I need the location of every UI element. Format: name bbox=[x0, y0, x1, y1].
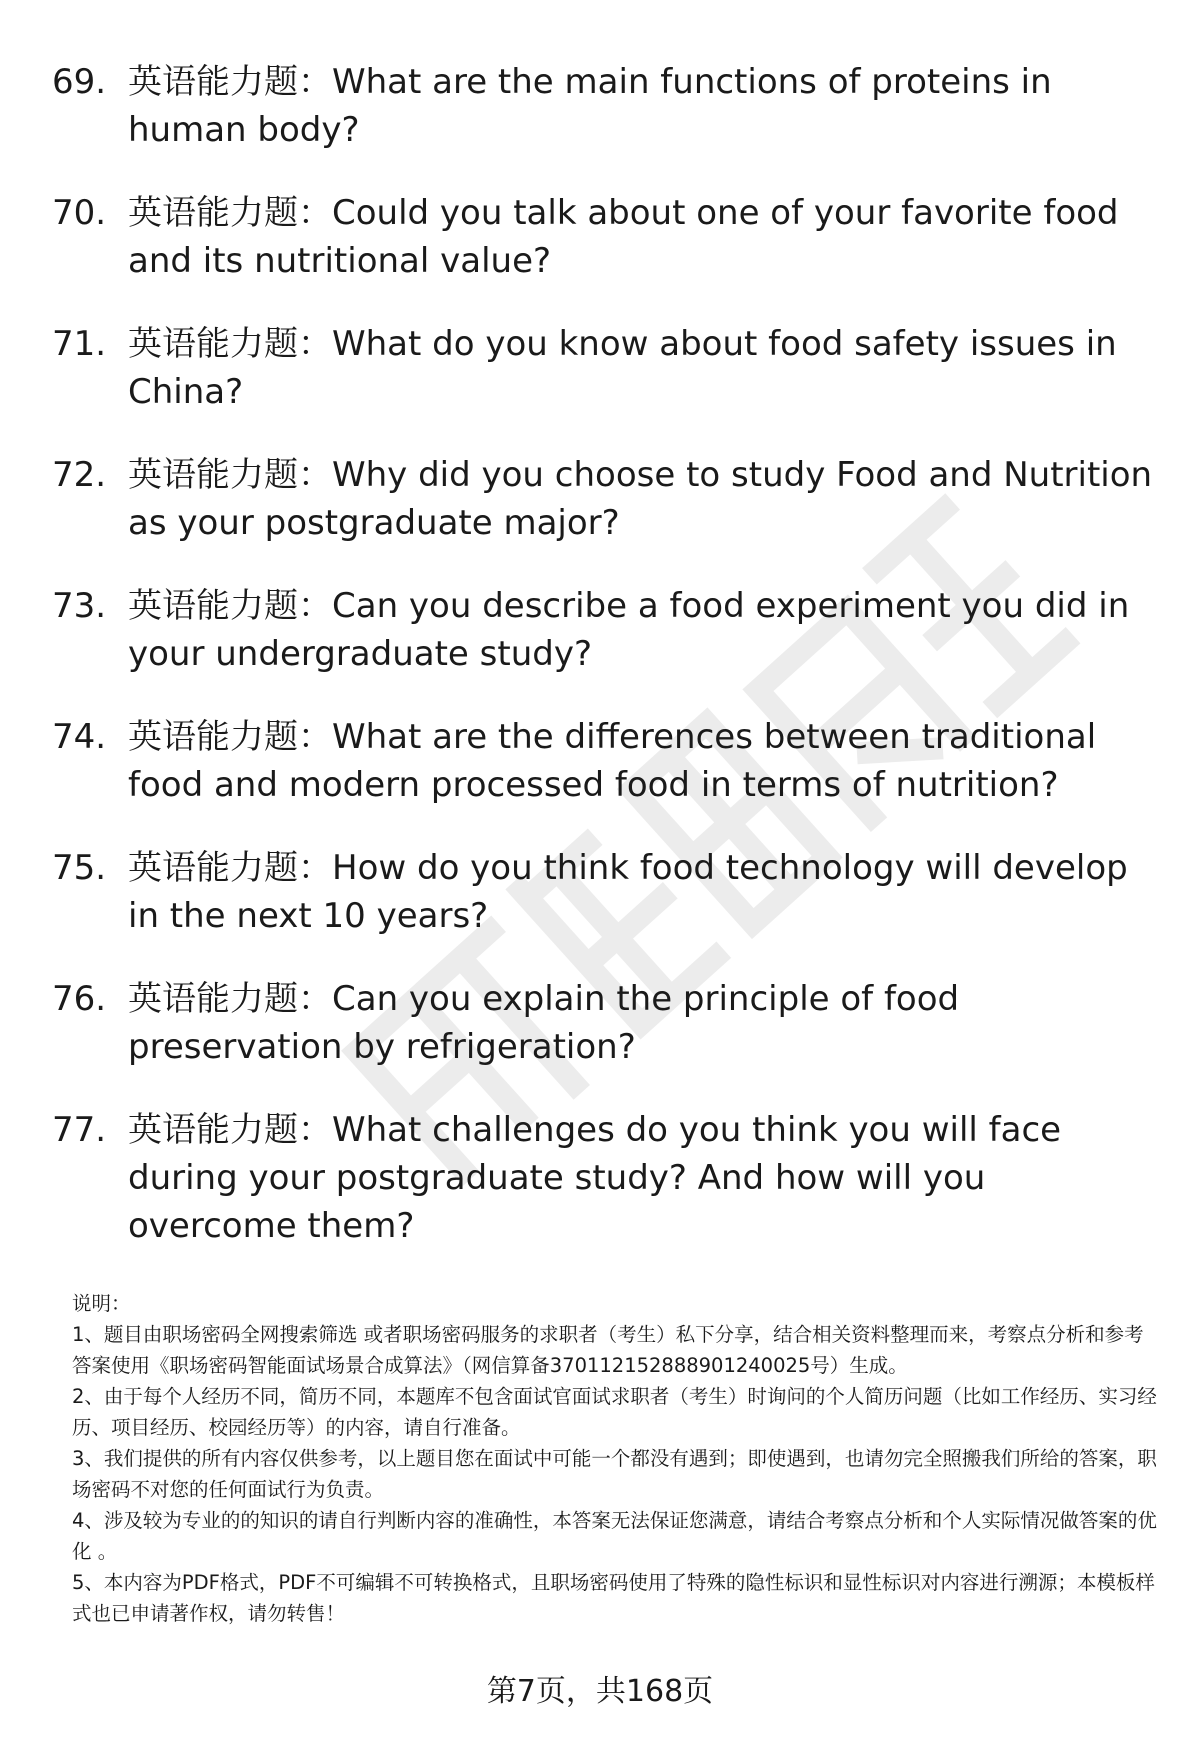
page-number: 第7页，共168页 bbox=[486, 1674, 714, 1709]
question-item bbox=[52, 189, 1162, 285]
notes-heading: 说明： bbox=[72, 1292, 131, 1315]
question-text: 英语能力题：What challenges do you think you will face during your postgraduate study? And how will you overcome them? bbox=[128, 1110, 1062, 1246]
question-item bbox=[52, 582, 1162, 678]
question-number: 69. bbox=[52, 62, 107, 102]
note-item: 4、涉及较为专业的的知识的请自行判断内容的准确性，本答案无法保证您满意，请结合考察点分析和个人实际情况做答案的优化 。 bbox=[72, 1509, 1157, 1563]
question-text: 英语能力题：Can you explain the principle of food preservation by refrigeration? bbox=[128, 979, 960, 1067]
question-text: 英语能力题：Why did you choose to study Food and Nutrition as your postgraduate major? bbox=[128, 455, 1153, 543]
note-item: 5、本内容为PDF格式，PDF不可编辑不可转换格式，且职场密码使用了特殊的隐性标识和显性标识对内容进行溯源；本模板样式也已申请著作权，请勿转售！ bbox=[72, 1571, 1155, 1625]
question-item bbox=[52, 1106, 1162, 1250]
question-number: 75. bbox=[52, 848, 107, 888]
question-text: 英语能力题：Could you talk about one of your favorite food and its nutritional value? bbox=[128, 193, 1119, 281]
question-text: 英语能力题：What are the differences between traditional food and modern processed food in terms of nutrition? bbox=[128, 717, 1097, 805]
question-number: 73. bbox=[52, 586, 107, 626]
question-item bbox=[52, 58, 1162, 154]
notes-section bbox=[72, 1288, 1160, 1629]
question-text: 英语能力题：What are the main functions of proteins in human body? bbox=[128, 62, 1052, 150]
question-item bbox=[52, 975, 1162, 1071]
note-item: 3、我们提供的所有内容仅供参考，以上题目您在面试中可能一个都没有遇到；即使遇到，也请勿完全照搬我们所给的答案，职场密码不对您的任何面试行为负责。 bbox=[72, 1447, 1157, 1501]
question-item bbox=[52, 713, 1162, 809]
question-text: 英语能力题：What do you know about food safety issues in China? bbox=[128, 324, 1117, 412]
note-item: 1、题目由职场密码全网搜索筛选 或者职场密码服务的求职者（考生）私下分享，结合相关资料整理而来，考察点分析和参考答案使用《职场密码智能面试场景合成算法》（网信算备370112152888901240025号）生成。 bbox=[72, 1323, 1144, 1377]
note-item: 2、由于每个人经历不同，简历不同，本题库不包含面试官面试求职者（考生）时询问的个人简历问题（比如工作经历、实习经历、项目经历、校园经历等）的内容，请自行准备。 bbox=[72, 1385, 1157, 1439]
question-number: 71. bbox=[52, 324, 107, 364]
question-number: 74. bbox=[52, 717, 107, 757]
question-number: 70. bbox=[52, 193, 107, 233]
question-item bbox=[52, 451, 1162, 547]
question-list bbox=[52, 58, 1162, 1285]
question-item bbox=[52, 844, 1162, 940]
question-text: 英语能力题：How do you think food technology will develop in the next 10 years? bbox=[128, 848, 1128, 936]
question-number: 77. bbox=[52, 1110, 107, 1150]
question-number: 76. bbox=[52, 979, 107, 1019]
question-number: 72. bbox=[52, 455, 107, 495]
question-item bbox=[52, 320, 1162, 416]
question-text: 英语能力题：Can you describe a food experiment you did in your undergraduate study? bbox=[128, 586, 1130, 674]
